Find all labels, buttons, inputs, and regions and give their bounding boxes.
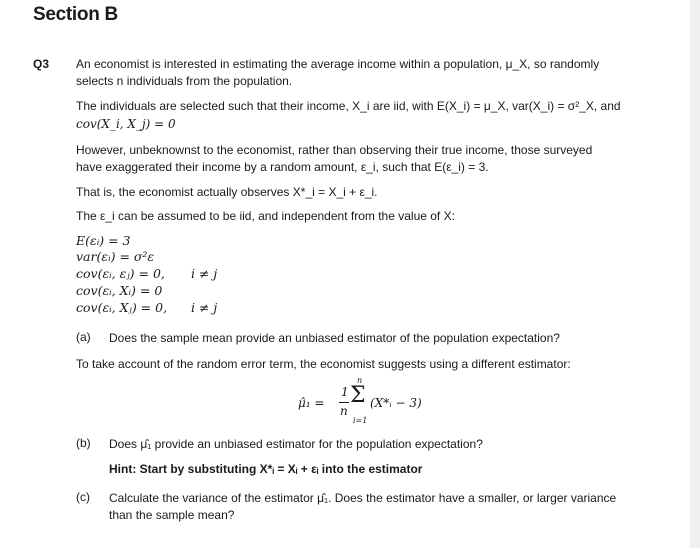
section-title: Section B <box>33 4 118 25</box>
intro-line-1: An economist is interested in estimating the average income within a population, μ_X, so randomly <box>76 57 600 71</box>
formula-sum-symbol: Σ <box>350 383 366 408</box>
condition-note-i-neq-j-2: i ≠ j <box>191 300 218 315</box>
unbeknown-line-1: However, unbeknownst to the economist, rather than observing their true income, those surveyed <box>76 143 593 157</box>
condition-expectation: E(εᵢ) = 3 <box>76 233 131 248</box>
formula-frac-numerator: 1 <box>341 385 349 399</box>
part-a-label: (a) <box>76 330 91 344</box>
iid-line-2: cov(X_i, X_j) = 0 <box>76 117 176 131</box>
intro-line-2: selects n individuals from the population. <box>76 74 293 88</box>
observes-line: That is, the economist actually observes X*_i = X_i + ε_i. <box>76 185 378 199</box>
condition-note-i-neq-j: i ≠ j <box>191 266 218 281</box>
question-number: Q3 <box>33 57 50 71</box>
assume-line: The ε_i can be assumed to be iid, and independent from the value of X: <box>76 209 455 223</box>
condition-cov-eps-xi: cov(εᵢ, Xᵢ) = 0 <box>76 283 163 298</box>
condition-cov-eps-xj: cov(εᵢ, Xⱼ) = 0, <box>76 300 168 315</box>
formula-lhs: μ̂₁ = <box>298 396 325 410</box>
suggest-line: To take account of the random error term, the economist suggests using a different estimator: <box>76 357 571 371</box>
formula-body: (X*ᵢ − 3) <box>370 396 422 410</box>
part-c-label: (c) <box>76 490 90 504</box>
iid-line-1: The individuals are selected such that their income, X_i are iid, with E(X_i) = μ_X, var(X_i) = σ²_X, and <box>76 99 621 113</box>
part-c-line-2: than the sample mean? <box>109 508 235 522</box>
right-edge-frame <box>690 0 700 548</box>
formula-frac-denominator: n <box>340 404 348 418</box>
part-b-hint: Hint: Start by substituting X*ᵢ = Xᵢ + εᵢ into the estimator <box>109 462 423 476</box>
formula-sum-top: n <box>357 376 363 385</box>
part-b-label: (b) <box>76 436 91 450</box>
formula-frac-bar <box>339 402 349 403</box>
condition-variance: var(εᵢ) = σ²ε <box>76 249 155 264</box>
part-a-text: Does the sample mean provide an unbiased estimator of the population expectation? <box>109 331 560 345</box>
part-b-text: Does μ̂₁ provide an unbiased estimator for the population expectation? <box>109 437 483 451</box>
formula-sum-bottom: i=1 <box>353 416 368 425</box>
condition-cov-eps-eps: cov(εᵢ, εⱼ) = 0, <box>76 266 165 281</box>
unbeknown-line-2: have exaggerated their income by a random amount, ε_i, such that E(ε_i) = 3. <box>76 160 489 174</box>
part-c-line-1: Calculate the variance of the estimator μ̂₁. Does the estimator have a smaller, or larger variance <box>109 491 617 505</box>
estimator-formula <box>298 376 438 428</box>
